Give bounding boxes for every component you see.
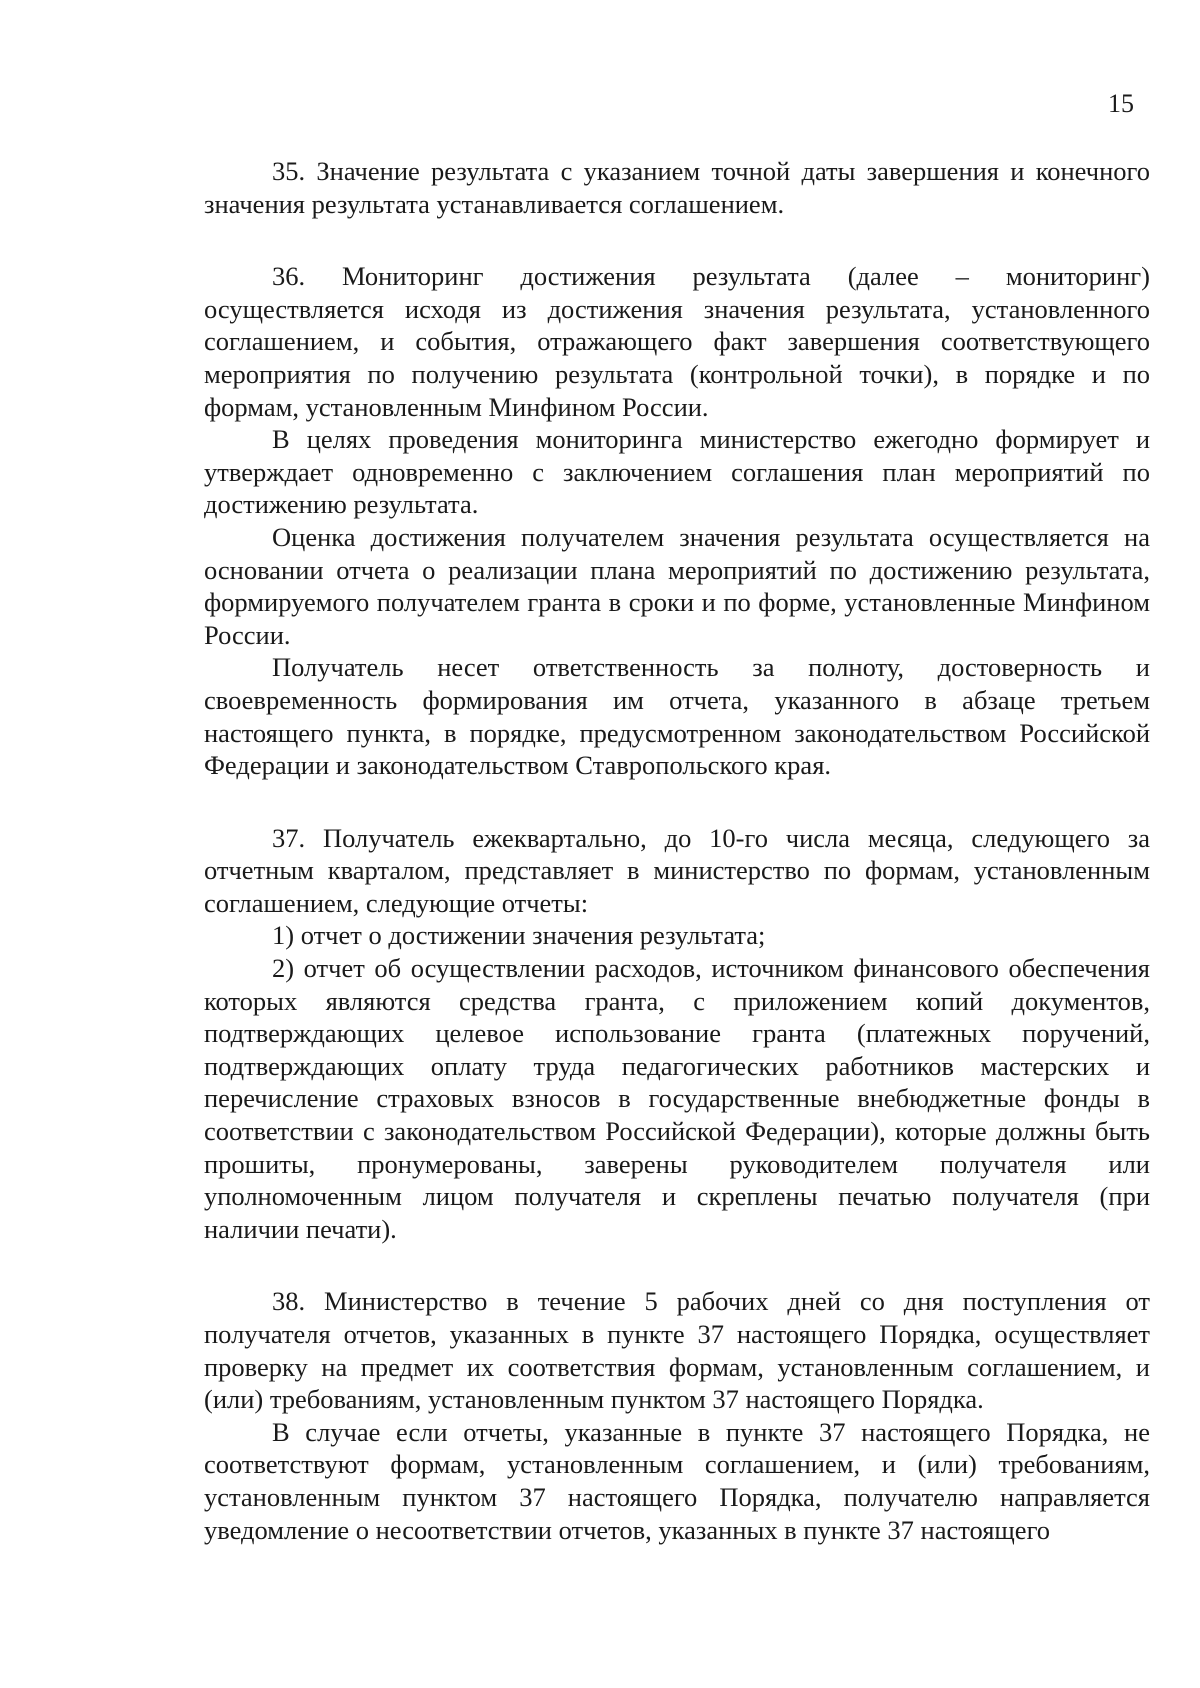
paragraph: В целях проведения мониторинга министерство ежегодно формирует и утверждает одновременно с заключением соглашения план мероприятий по достижению результата. xyxy=(204,424,1150,520)
paragraph: 38. Министерство в течение 5 рабочих дней со дня поступления от получателя отчетов, указанных в пункте 37 настоящего Порядка, осуществляет проверку на предмет их соответствия формам, установленным соглашением, и (или) требованиям, установленным пунктом 37 настоящего Порядка. xyxy=(204,1286,1150,1415)
paragraph: Оценка достижения получателем значения результата осуществляется на основании отчета о реализации плана мероприятий по достижению результата, формируемого получателем гранта в сроки и по форме, установленные Минфином России. xyxy=(204,521,1150,650)
paragraph: 36. Мониторинг достижения результата (далее – мониторинг) осуществляется исходя из достижения значения результата, установленного соглашением, и события, отражающего факт завершения соответствующего мероприятия по получению результата (контрольной точки), в порядке и по формам, установленным Минфином России. xyxy=(204,261,1150,422)
document-body xyxy=(204,155,1150,1586)
list-item: 2) отчет об осуществлении расходов, источником финансового обеспечения которых являются средства гранта, с приложением копий документов, подтверждающих целевое использование гранта (платежных поручений, подтверждающих оплату труда педагогических работников мастерских и перечисление страховых взносов в государственные внебюджетные фонды в соответствии с законодательством Российской Федерации), которые должны быть прошиты, пронумерованы, заверены руководителем получателя или уполномоченным лицом получателя и скреплены печатью получателя (при наличии печати). xyxy=(204,953,1150,1244)
list-item: 1) отчет о достижении значения результата; xyxy=(272,920,766,951)
section-35 xyxy=(204,155,1150,220)
paragraph: Получатель несет ответственность за полноту, достоверность и своевременность формирования им отчета, указанного в абзаце третьем настоящего пункта, в порядке, предусмотренном законодательством Российской Федерации и законодательством Ставропольского края. xyxy=(204,652,1150,781)
section-37 xyxy=(204,822,1150,1246)
section-36 xyxy=(204,260,1150,782)
paragraph: 37. Получатель ежеквартально, до 10-го числа месяца, следующего за отчетным кварталом, представляет в министерство по формам, установленным соглашением, следующие отчеты: xyxy=(204,822,1150,918)
page-number: 15 xyxy=(1108,89,1134,118)
section-38 xyxy=(204,1285,1150,1546)
paragraph: В случае если отчеты, указанные в пункте 37 настоящего Порядка, не соответствуют формам, установленным соглашением, и (или) требованиям, установленным пунктом 37 настоящего Порядка, получателю направляется уведомление о несоответствии отчетов, указанных в пункте 37 настоящего xyxy=(204,1416,1150,1545)
paragraph: 35. Значение результата с указанием точной даты завершения и конечного значения результата устанавливается соглашением. xyxy=(204,156,1150,219)
